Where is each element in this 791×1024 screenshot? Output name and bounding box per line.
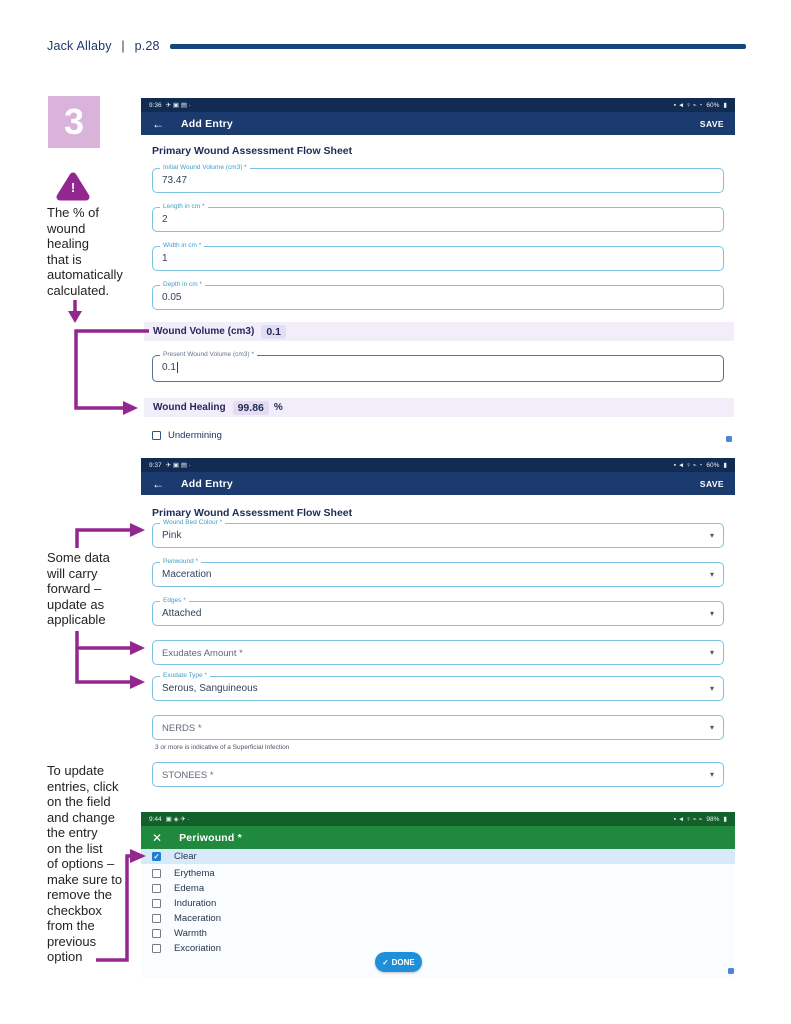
checkbox-icon (152, 944, 161, 953)
status-icons-right: ▪ ◄ ♀ ⌁ ◔ (673, 102, 703, 109)
app-bar (141, 826, 735, 849)
done-label: DONE (391, 957, 415, 967)
warning-exclamation: ! (70, 180, 76, 195)
checkbox-icon (152, 899, 161, 908)
checkbox-icon (152, 929, 161, 938)
check-icon: ✓ (382, 957, 389, 967)
option-clear[interactable]: ✓ Clear (141, 849, 735, 864)
wound-bed-colour-dropdown[interactable]: Wound Bed Colour * Pink ▾ (152, 523, 724, 548)
app-bar-title: Periwound * (179, 831, 242, 844)
status-icons-left: ▣ ◈ ✈ · (165, 816, 190, 823)
option-list (141, 849, 735, 978)
length-field[interactable]: Length in cm * 2 (152, 207, 724, 232)
app-bar-title: Add Entry (181, 117, 233, 130)
nerds-helper-text: 3 or more is indicative of a Superficial Infection (155, 744, 290, 751)
save-button[interactable]: SAVE (699, 478, 724, 489)
option-induration[interactable]: Induration (141, 896, 735, 911)
checkbox-icon (152, 884, 161, 893)
checkbox-icon (152, 914, 161, 923)
dropdown-caret-icon: ▾ (709, 723, 714, 732)
status-bar (141, 98, 735, 112)
sheet-heading: Primary Wound Assessment Flow Sheet (152, 507, 353, 519)
save-button[interactable]: SAVE (699, 118, 724, 129)
header-divider: | (121, 39, 125, 53)
status-icons-left: ✈ ▣ ▤ · (165, 102, 191, 109)
arrowhead-healing-down (68, 311, 82, 323)
callout-carry-forward: Some data will carry forward – update as applicable (47, 550, 110, 627)
battery-icon: ▮ (723, 816, 727, 823)
status-icons-left: ✈ ▣ ▤ · (165, 462, 191, 469)
exudate-type-dropdown[interactable]: Exudate Type * Serous, Sanguineous ▾ (152, 676, 724, 701)
option-erythema[interactable]: Erythema (141, 866, 735, 881)
screenshot-add-entry-1 (141, 98, 735, 448)
checkbox-checked-icon: ✓ (153, 852, 160, 861)
width-field[interactable]: Width in cm * 1 (152, 246, 724, 271)
battery-icon: ▮ (723, 462, 727, 469)
scroll-handle-icon[interactable] (728, 968, 734, 974)
periwound-dropdown[interactable]: Periwound * Maceration ▾ (152, 562, 724, 587)
percent-unit: % (273, 402, 283, 413)
depth-field[interactable]: Depth in cm * 0.05 (152, 285, 724, 310)
header-rule (170, 44, 746, 49)
option-warmth[interactable]: Warmth (141, 926, 735, 941)
undermining-checkbox[interactable] (152, 431, 161, 440)
scroll-handle-icon[interactable] (726, 436, 732, 442)
stonees-dropdown[interactable]: STONEES * ▾ (152, 762, 724, 787)
close-icon[interactable]: ✕ (152, 830, 163, 845)
battery-percent: 60% (706, 101, 720, 109)
callout-healing: The % of wound healing that is automatically calculated. (47, 205, 123, 298)
app-bar (141, 472, 735, 495)
option-edema[interactable]: Edema (141, 881, 735, 896)
app-bar-title: Add Entry (181, 477, 233, 490)
arrowhead-wound-healing (123, 401, 138, 415)
wound-healing-computed-row: Wound Healing 99.86 % (144, 398, 734, 417)
battery-percent: 60% (706, 461, 720, 469)
wound-volume-computed-row: Wound Volume (cm3) 0.1 (144, 322, 734, 341)
screenshot-periwound-options (141, 812, 735, 978)
battery-percent: 98% (706, 815, 720, 823)
dropdown-caret-icon: ▾ (709, 570, 714, 579)
sheet-heading: Primary Wound Assessment Flow Sheet (152, 145, 353, 157)
back-arrow-icon[interactable]: ← (152, 116, 164, 131)
step-number-box (48, 96, 100, 148)
present-wound-volume-field[interactable]: Present Wound Volume (cm3) * 0.1 (152, 355, 724, 382)
dropdown-caret-icon: ▾ (709, 684, 714, 693)
status-icons-right: ▪ ◄ ♀ ⌁ ◔ (673, 462, 703, 469)
app-bar (141, 112, 735, 135)
text-cursor (177, 362, 178, 373)
status-time: 9:44 (149, 815, 162, 823)
page-number: p.28 (134, 39, 160, 53)
nerds-dropdown[interactable]: NERDS * ▾ (152, 715, 724, 740)
arrow-carry-bottom (77, 631, 130, 682)
checkbox-icon (152, 869, 161, 878)
dropdown-caret-icon: ▾ (709, 609, 714, 618)
undermining-checkbox-row (152, 430, 222, 441)
undermining-label: Undermining (168, 430, 222, 441)
wound-volume-value-badge: 0.1 (261, 325, 286, 339)
option-maceration[interactable]: Maceration (141, 911, 735, 926)
battery-icon: ▮ (723, 102, 727, 109)
option-excoriation[interactable]: Excoriation (141, 941, 735, 956)
initial-wound-volume-field[interactable]: Initial Wound Volume (cm3) * 73.47 (152, 168, 724, 193)
status-icons-right: ▪ ◄ ♀ ⌁ ⌁ (673, 816, 703, 823)
page-header (47, 39, 166, 53)
callout-update-entries: To update entries, click on the field and change the entry on the list of options – make sure to remove the checkbox from the previous option (47, 763, 123, 964)
screenshot-add-entry-2 (141, 458, 735, 792)
edges-dropdown[interactable]: Edges * Attached ▾ (152, 601, 724, 626)
wound-healing-value-badge: 99.86 (233, 401, 269, 415)
status-time: 9:37 (149, 461, 162, 469)
dropdown-caret-icon: ▾ (709, 531, 714, 540)
arrow-carry-top (77, 530, 130, 548)
dropdown-caret-icon: ▾ (709, 770, 714, 779)
back-arrow-icon[interactable]: ← (152, 476, 164, 491)
exudates-amount-dropdown[interactable]: Exudates Amount * ▾ (152, 640, 724, 665)
done-button[interactable] (375, 952, 422, 972)
status-bar (141, 812, 735, 826)
status-bar (141, 458, 735, 472)
dropdown-caret-icon: ▾ (709, 648, 714, 657)
status-time: 9:36 (149, 101, 162, 109)
step-number: 3 (63, 101, 85, 142)
arrow-healing-bracket (76, 331, 149, 408)
author-name: Jack Allaby (47, 39, 112, 53)
